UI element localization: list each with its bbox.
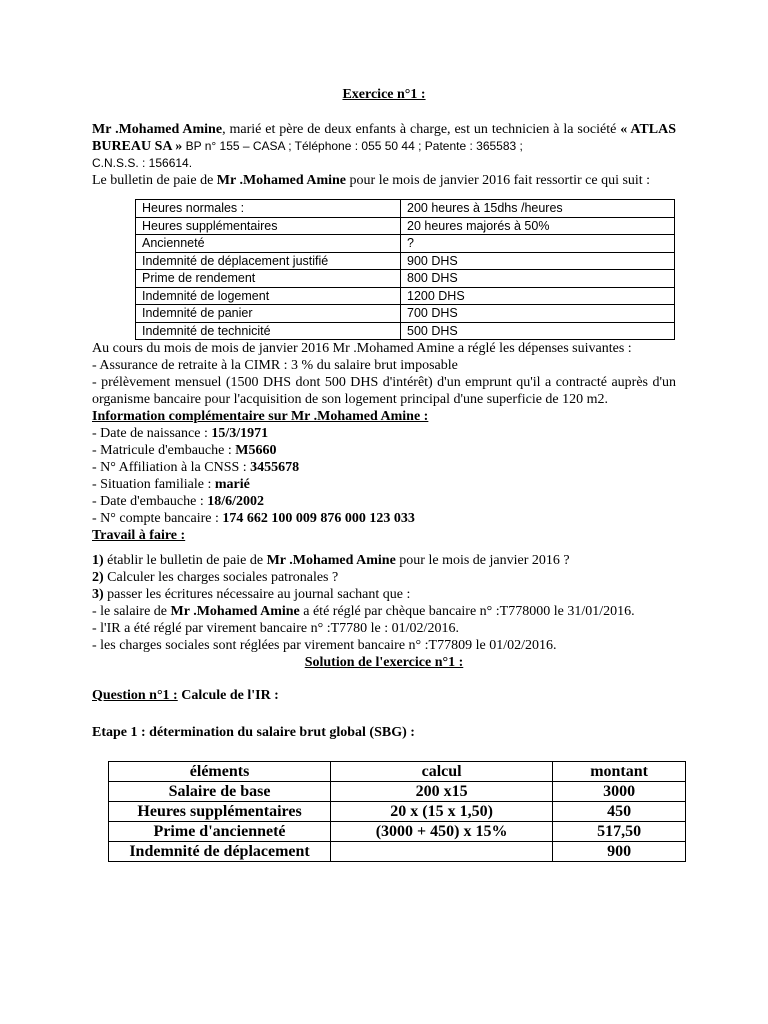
table-cell: (3000 + 450) x 15% (331, 822, 553, 842)
table-cell: Indemnité de logement (136, 287, 401, 305)
document-page (92, 86, 676, 862)
exercise-title: Exercice n°1 : (342, 87, 426, 102)
table-row (109, 782, 686, 802)
table-row (136, 252, 675, 270)
table-cell: Heures supplémentaires (136, 217, 401, 235)
company-name: « ATLAS BUREAU SA » (92, 122, 677, 154)
table-cell: calcul (331, 762, 553, 782)
bulletin-paragraph: Le bulletin de paie de Mr .Mohamed Amine pour le mois de janvier 2016 fait ressortir ce qui suit : (92, 173, 651, 188)
info-item: - Date d'embauche : 18/6/2002 (92, 494, 265, 509)
table-cell: 20 x (15 x 1,50) (331, 802, 553, 822)
table-cell: 900 DHS (401, 252, 675, 270)
table-cell: ? (401, 235, 675, 253)
table-cell: 450 (553, 802, 686, 822)
table-row (136, 322, 675, 340)
solution-title: Solution de l'exercice n°1 : (304, 655, 464, 670)
info-heading: Information complémentaire sur Mr .Mohamed Amine : (92, 409, 429, 424)
table-cell: Indemnité de panier (136, 305, 401, 323)
table-cell: 1200 DHS (401, 287, 675, 305)
work-question: 2) Calculer les charges sociales patronales ? (92, 570, 339, 585)
table-row (136, 270, 675, 288)
info-item: - Date de naissance : 15/3/1971 (92, 426, 269, 441)
person-name: Mr .Mohamed Amine (92, 122, 223, 137)
work-question: 1) établir le bulletin de paie de Mr .Mohamed Amine pour le mois de janvier 2016 ? (92, 553, 570, 568)
table-cell: 700 DHS (401, 305, 675, 323)
expenses-intro: Au cours du mois de mois de janvier 2016 Mr .Mohamed Amine a réglé les dépenses suivantes : (92, 341, 632, 356)
table-cell: Indemnité de déplacement (109, 842, 331, 862)
table-cell: 3000 (553, 782, 686, 802)
table-cell: 900 (553, 842, 686, 862)
table-cell: 517,50 (553, 822, 686, 842)
etape-heading: Etape 1 : détermination du salaire brut global (SBG) : (92, 725, 415, 740)
table-cell: Indemnité de technicité (136, 322, 401, 340)
table-cell: 20 heures majorés à 50% (401, 217, 675, 235)
table-header-row (109, 762, 686, 782)
table-row (136, 200, 675, 218)
table-row (136, 305, 675, 323)
info-item: - Matricule d'embauche : M5660 (92, 443, 277, 458)
table-row (109, 822, 686, 842)
table-cell: Prime de rendement (136, 270, 401, 288)
info-item: - N° Affiliation à la CNSS : 3455678 (92, 460, 300, 475)
table-row (109, 842, 686, 862)
work-question: 3) passer les écritures nécessaire au journal sachant que : (92, 587, 411, 602)
work-line: - les charges sociales sont réglées par virement bancaire n° :T77809 le 01/02/2016. (92, 638, 557, 653)
question-heading: Question n°1 : Calcule de l'IR : (92, 688, 279, 703)
table-row (136, 235, 675, 253)
table-cell: montant (553, 762, 686, 782)
table-cell: Salaire de base (109, 782, 331, 802)
table-cell: 200 x15 (331, 782, 553, 802)
table-cell: 800 DHS (401, 270, 675, 288)
table-cell: éléments (109, 762, 331, 782)
table-row (136, 287, 675, 305)
table-cell: Indemnité de déplacement justifié (136, 252, 401, 270)
table-cell: Ancienneté (136, 235, 401, 253)
table-cell: 200 heures à 15dhs /heures (401, 200, 675, 218)
table-row (136, 217, 675, 235)
table-cell: 500 DHS (401, 322, 675, 340)
intro-paragraph: Mr .Mohamed Amine, marié et père de deux enfants à charge, est un technicien à la société « ATLAS BUREAU SA » BP n° 155 – CASA ; Téléphone : 055 50 44 ; Patente : 365583 ; (92, 122, 677, 154)
work-heading: Travail à faire : (92, 528, 186, 543)
pay-table (135, 199, 675, 340)
table-cell: Prime d'ancienneté (109, 822, 331, 842)
work-line: - l'IR a été réglé par virement bancaire n° :T7780 le : 01/02/2016. (92, 621, 459, 636)
table-cell: Heures supplémentaires (109, 802, 331, 822)
info-item: - Situation familiale : marié (92, 477, 250, 492)
work-line: - le salaire de Mr .Mohamed Amine a été réglé par chèque bancaire n° :T778000 le 31/01/2016. (92, 604, 635, 619)
expense-item: - Assurance de retraite à la CIMR : 3 % du salaire brut imposable (92, 358, 458, 373)
cnss-line: C.N.S.S. : 156614. (92, 156, 193, 170)
sbg-table (108, 761, 686, 862)
table-row (109, 802, 686, 822)
table-cell: Heures normales : (136, 200, 401, 218)
expense-item: - prélèvement mensuel (1500 DHS dont 500 DHS d'intérêt) d'un emprunt qu'il a contracté auprès d'un organisme bancaire pour l'acquisition de son logement principal d'une superficie de 120 m2. (92, 375, 676, 407)
info-item: - N° compte bancaire : 174 662 100 009 876 000 123 033 (92, 511, 415, 526)
table-cell (331, 842, 553, 862)
